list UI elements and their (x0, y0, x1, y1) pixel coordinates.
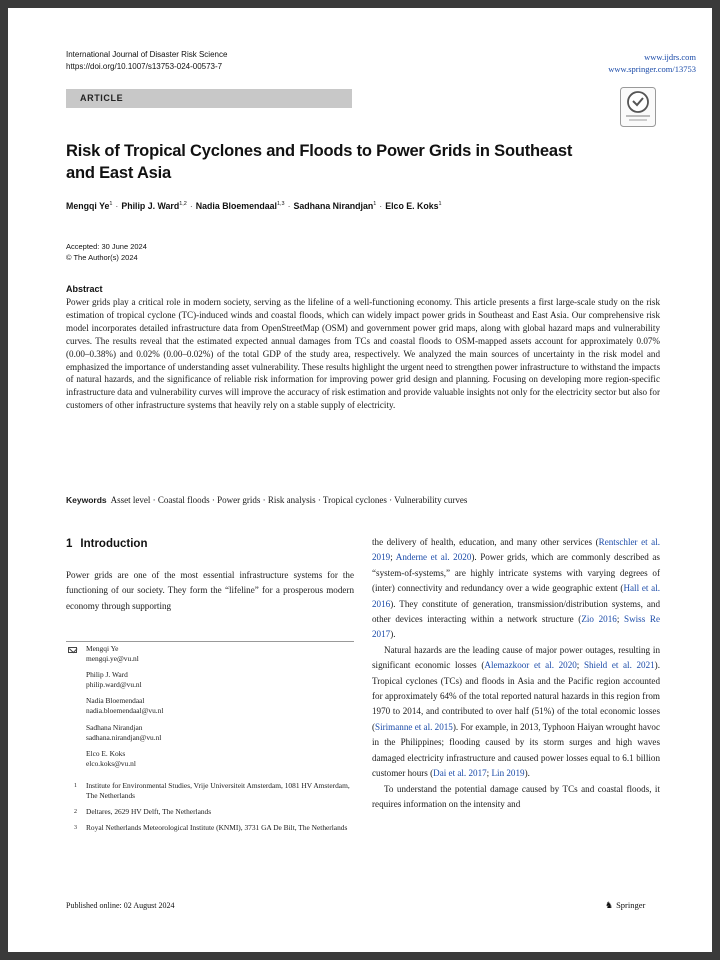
journal-header (66, 49, 227, 73)
email-link[interactable]: philip.ward@vu.nl (86, 680, 142, 690)
citation-link[interactable]: Shield et al. 2021 (583, 660, 655, 671)
article-type-banner (66, 89, 352, 108)
article-title: Risk of Tropical Cyclones and Floods to Power Grids in Southeast and East Asia (66, 142, 573, 182)
paragraph: Natural hazards are the leading cause of major power outages, resulting in significant economic losses (Alemazkoor et al. 2020; Shield et al. 2021). Tropical cyclones (TCs) and floods in Asia and the Pacific region accounted for approximately 64% of the total reported natural hazards in this region from 1970 to 2014, and contributed to over half (51%) of the total economic losses (Sirimanne et al. 2015). For example, in 2013, Typhoon Haiyan wrought havoc in the Philippines; flooding caused by its storm surges and high waves damaged electricity infrastructure and caused power losses equal to 6.1 billion customer hours (Dai et al. 2017; Lin 2019). (372, 644, 660, 779)
check-for-updates-badge[interactable] (620, 87, 656, 127)
contact-entry: Sadhana Nirandjan sadhana.nirandjan@vu.nl (86, 723, 354, 743)
copyright-line: © The Author(s) 2024 (66, 253, 138, 262)
citation-link[interactable]: Zio 2016 (581, 614, 617, 625)
article-dates (66, 241, 147, 263)
author[interactable]: Mengqi Ye$^1$ (66, 201, 113, 211)
contact-entry: Elco E. Koks elco.koks@vu.nl (86, 749, 354, 769)
citation-link[interactable]: Sirimanne et al. 2015 (375, 721, 453, 732)
author[interactable]: Philip J. Ward$^{1,2}$ (121, 201, 187, 211)
contact-entry: Mengqi Ye mengqi.ye@vu.nl (86, 644, 354, 664)
author-list: Mengqi $Ye^1$ · Philip J. Ward$^{1,2}$ · Nadia Bloemendaal$^{1,3}$ · Sadhana Nirandjan$^1$ · Elco E. Koks$^1$ (66, 201, 442, 211)
left-column (66, 568, 354, 614)
citation-link[interactable]: Lin 2019 (491, 768, 525, 779)
contact-entry: Nadia Bloemendaal nadia.bloemendaal@vu.nl (86, 696, 354, 716)
email-link[interactable]: nadia.bloemendaal@vu.nl (86, 706, 164, 716)
author[interactable]: Nadia Bloemendaal$^{1,3}$ (195, 201, 285, 211)
citation-link[interactable]: Dai et al. 2017 (433, 768, 487, 779)
citation-link[interactable]: Anderne et al. 2020 (395, 552, 472, 563)
keywords (66, 495, 660, 505)
abstract-heading: Abstract (66, 284, 103, 294)
journal-name: International Journal of Disaster Risk Science (66, 50, 228, 59)
email-link[interactable]: elco.koks@vu.nl (86, 758, 136, 768)
paragraph: To understand the potential damage caused by TCs and coastal floods, it requires information on the intensity and (372, 783, 660, 809)
section-title: Introduction (80, 538, 148, 550)
springer-horse-icon: ♞ (605, 900, 614, 910)
springer-web-link[interactable]: www.springer.com/13753 (608, 64, 696, 74)
citation-link[interactable]: Hall et al. 2016 (372, 583, 660, 609)
citation-link[interactable]: Swiss Re 2017 (372, 614, 661, 640)
article-type-label: ARTICLE (80, 93, 124, 103)
publisher-name: Springer (616, 900, 646, 910)
keywords-label: Keywords (66, 495, 107, 505)
right-column (372, 535, 660, 812)
paper-page (8, 8, 712, 952)
keywords-list: Asset level · Coastal floods · Power grids · Risk analysis · Tropical cyclones · Vulnerability curves (110, 495, 468, 505)
citation-link[interactable]: Alemazkoor et al. 2020 (484, 660, 577, 671)
accepted-date: Accepted: 30 June 2024 (66, 242, 147, 251)
footnote-divider (66, 641, 354, 642)
author[interactable]: Sadhana Nirandjan$^1$ (293, 201, 377, 211)
mail-icon (68, 647, 77, 653)
paragraph: the delivery of health, education, and many other services (Rentschler et al. 2019; Anderne et al. 2020). Power grids, which are commonly described as “system-of-systems,” are highly intricate systems with varying degrees of (inter) connectivity and redundancy over a wide geographic extent (Hall et al. 2016). They constitute of generation, transmission/distribution systems, and other devices interacting within a network structure (Zio 2016; Swiss Re 2017). (372, 537, 661, 640)
section-number: 1 (66, 538, 73, 550)
author[interactable]: Elco E. Koks$^1$ (385, 201, 442, 211)
citation-link[interactable]: Rentschler et al. 2019 (372, 537, 660, 563)
abstract-text: Power grids play a critical role in modern society, serving as the lifeline of a well-functioning economy. This article presents a first large-scale study on the risk estimation of tropical cyclone (TC)-induced winds and coastal floods, which can widely impact power grids in Southeast and East Asia. Our comprehensive risk model incorporates detailed infrastructure data from OpenStreetMap (OSM) and government power grid maps, along with global hazard maps and vulnerability curves. The results reveal that the estimated expected annual damages from TCs and coastal floods to OSM-mapped assets account for approximately 0.07% (0.00–0.38%) and 0.02% (0.00–0.02%) of the total GDP of the study area, respectively. We analyzed the main sources of uncertainty in the risk model and emphasized the importance of understanding asset vulnerability. These results highlight the urgent need to strengthen power infrastructure to withstand the impacts of natural hazards, and the significance of reliable risk information for improving power grid design and planning. Focusing on developing more region-specific infrastructure data and vulnerability curves will improve the accuracy of risk estimation and provide valuable insights not only for the electricity sector but also for customers of other infrastructure systems that heavily rely on a stable supply of electricity. (66, 297, 660, 411)
email-link[interactable]: mengqi.ye@vu.nl (86, 654, 139, 664)
journal-web-link[interactable]: www.ijdrs.com (644, 52, 696, 62)
check-for-updates-icon (620, 87, 656, 127)
section-heading (66, 538, 147, 550)
published-date: Published online: 02 August 2024 (66, 901, 175, 910)
springer-logo (605, 900, 645, 911)
email-link[interactable]: sadhana.nirandjan@vu.nl (86, 732, 162, 742)
doi-link[interactable]: https://doi.org/10.1007/s13753-024-00573-7 (66, 62, 223, 71)
author-contacts (66, 644, 354, 839)
affiliation: 1 Institute for Environmental Studies, Vrije Universiteit Amsterdam, 1081 HV Amsterdam, The Netherlands (74, 780, 350, 801)
web-links (608, 51, 696, 75)
affiliation: 3 Royal Netherlands Meteorological Institute (KNMI), 3731 GA De Bilt, The Netherlands (74, 823, 348, 833)
contact-entry: Philip J. Ward philip.ward@vu.nl (86, 670, 354, 690)
affiliation: 2 Deltares, 2629 HV Delft, The Netherlands (74, 807, 212, 817)
paragraph: Power grids are one of the most essential infrastructure systems for the functioning of our society. They form the “lifeline” for a prosperous modern economy through supporting (66, 570, 354, 611)
